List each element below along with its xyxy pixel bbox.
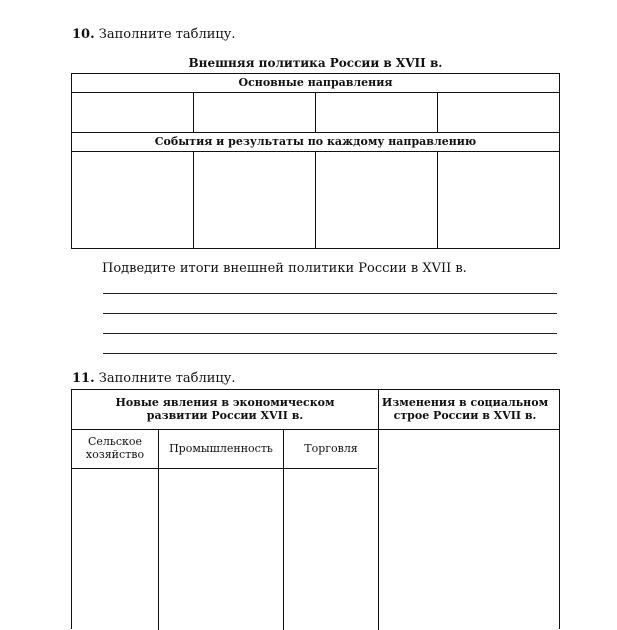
- answer-line[interactable]: [103, 313, 557, 314]
- table1-direction-cell[interactable]: [194, 93, 315, 132]
- table1-direction-cell[interactable]: [72, 93, 193, 132]
- summary-prompt: Подведите итоги внешней политики России в XVII в.: [102, 261, 467, 276]
- column-industry: Промышленность: [169, 442, 273, 455]
- table1-direction-cell[interactable]: [316, 93, 437, 132]
- industry-cell[interactable]: [159, 469, 283, 629]
- table1-title: Внешняя политика России в XVII в.: [188, 56, 443, 70]
- table1-events-cell[interactable]: [438, 152, 559, 248]
- answer-line[interactable]: [103, 293, 557, 294]
- table2-header-economy: Новые явления в экономическом развитии России XVII в.: [115, 396, 335, 422]
- answer-line[interactable]: [103, 333, 557, 334]
- task11-instruction: Заполните таблицу.: [98, 371, 236, 386]
- table1-events-cell[interactable]: [72, 152, 193, 248]
- table1-header-directions: Основные направления: [238, 76, 393, 89]
- foreign-policy-table: [71, 73, 560, 249]
- task10-heading: [72, 27, 236, 42]
- table1-events-cell[interactable]: [194, 152, 315, 248]
- task11-heading: [72, 371, 236, 386]
- table1-events-cell[interactable]: [316, 152, 437, 248]
- task11-number: 11.: [72, 371, 95, 386]
- economy-table: [71, 389, 560, 629]
- answer-line[interactable]: [103, 353, 557, 354]
- trade-cell[interactable]: [284, 469, 378, 629]
- agriculture-cell[interactable]: [72, 469, 158, 629]
- table1-direction-cell[interactable]: [438, 93, 559, 132]
- table1-header-events: События и результаты по каждому направлению: [154, 135, 477, 148]
- task10-number: 10.: [72, 27, 95, 42]
- table2-header-social: Изменения в социальном строе России в XVII в.: [381, 396, 549, 422]
- column-trade: Торговля: [304, 442, 358, 455]
- task10-instruction: Заполните таблицу.: [98, 27, 236, 42]
- column-agriculture: Сельское хозяйство: [85, 435, 145, 461]
- social-changes-cell[interactable]: [379, 430, 559, 630]
